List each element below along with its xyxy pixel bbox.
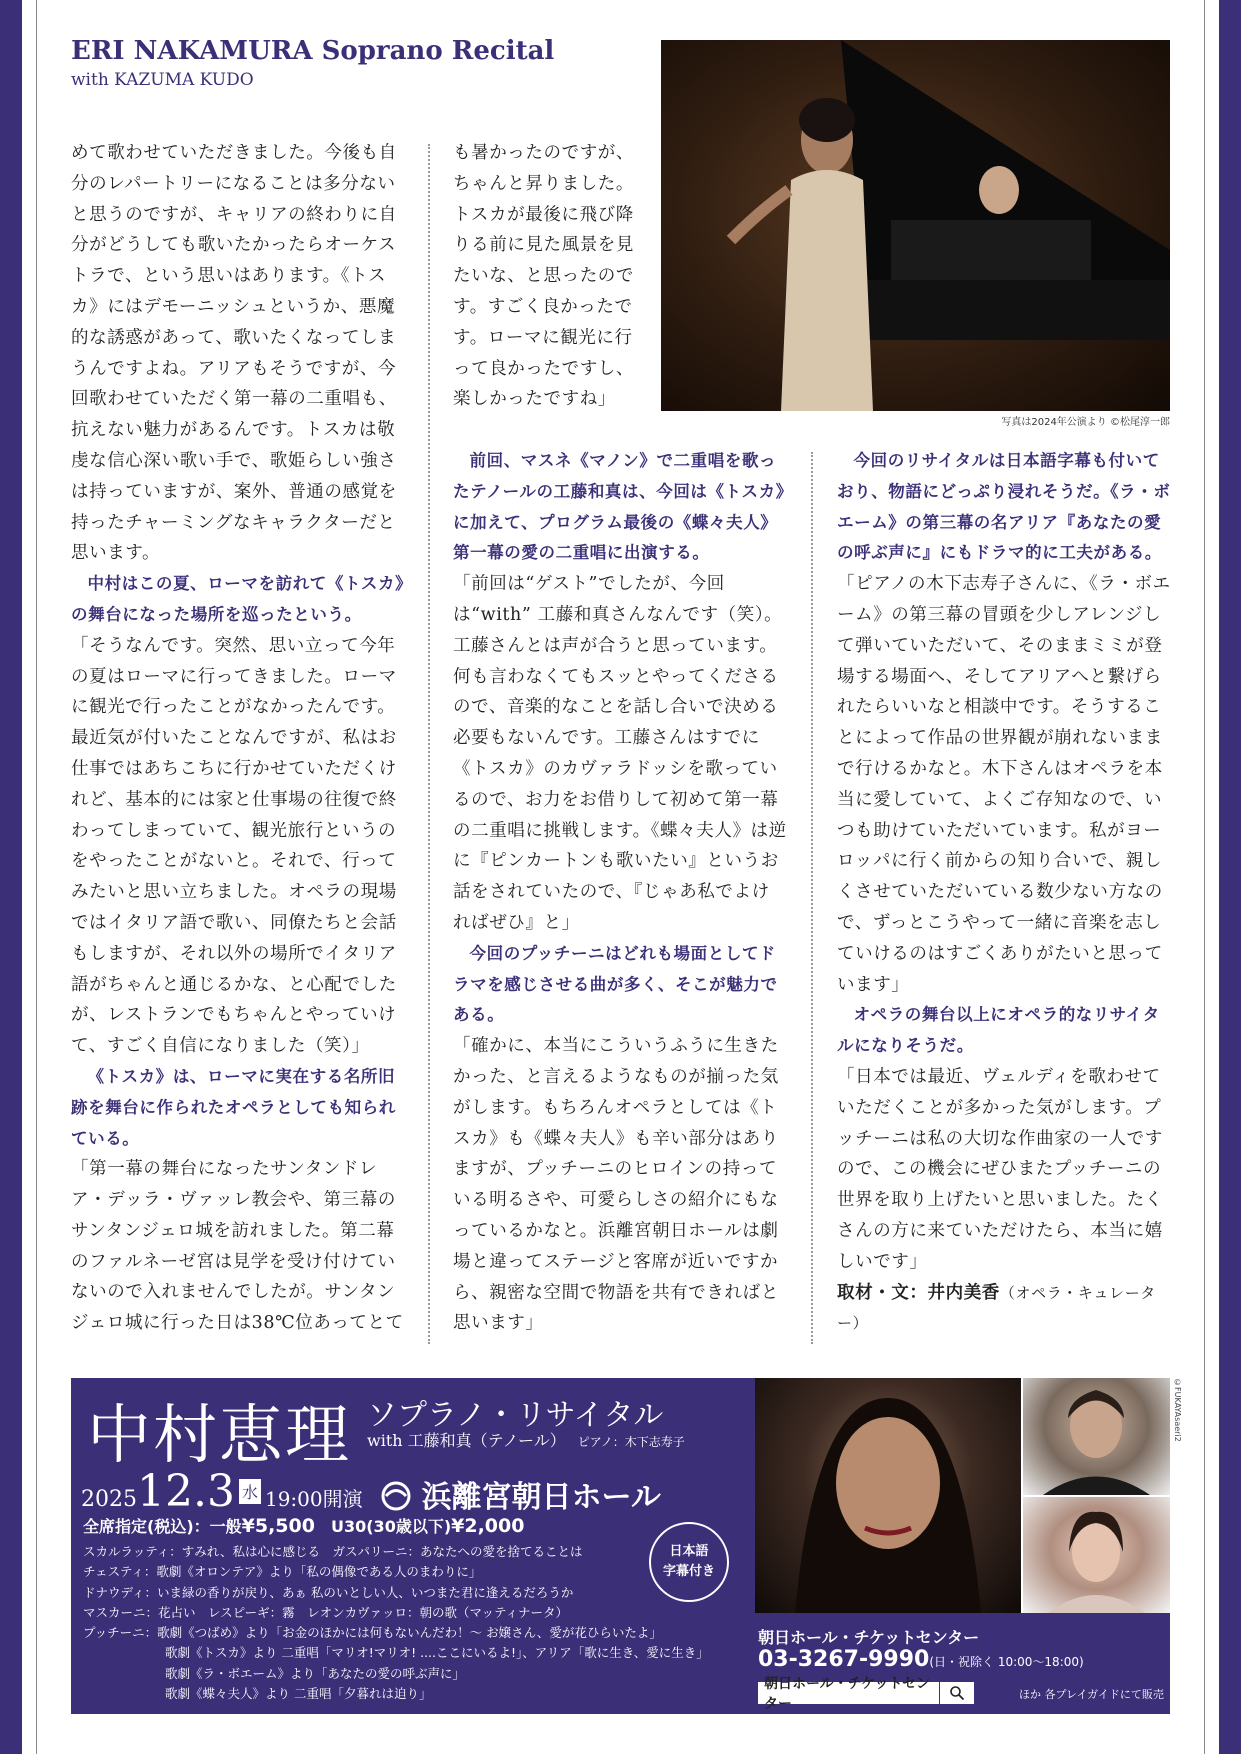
column-divider-1: [428, 144, 430, 1344]
price-u30: ¥2,000: [451, 1515, 525, 1537]
badge-line-2: 字幕付き: [662, 1564, 715, 1579]
article-column-2-top: [453, 138, 643, 415]
guest-performer: [367, 1428, 685, 1451]
left-border-bar: [0, 0, 22, 1754]
ticket-center: [755, 1613, 1170, 1714]
program-item: プッチーニ：歌劇《つばめ》より「お金のほかには何もないんだわ！〜 お嬢さん、愛が花ひらいたよ」: [83, 1625, 662, 1641]
ticket-center-title: 朝日ホール・チケットセンター: [758, 1628, 980, 1647]
credit-label: 取材・文：井内美香: [837, 1282, 1000, 1303]
portrait-copyright: ©FUKAYAsaeri2: [1173, 1378, 1182, 1442]
program-item: チェスティ：歌劇《オロンテア》より「私の偶像である人のまわりに」: [83, 1564, 482, 1580]
col1-answer-2: 「第一幕の舞台になったサンタンドレア・デッラ・ヴァッレ教会や、第三幕のサンタンジェロ城を訪れました。第二幕のファルネーゼ宮は見学を受け付けていないので入れませんでしたが。サンタンジェロ城に行った日は38℃位あってとて: [71, 1159, 404, 1334]
concert-date: [81, 1466, 363, 1517]
program-item: ドナウディ：いま緑の香りが戻り、あぁ 私のいとしい人、いつまた君に逢えるだろうか: [83, 1584, 574, 1600]
concert-photo: [661, 40, 1170, 411]
concert-year: 2025: [81, 1487, 137, 1512]
col1-answer-1: 「そうなんです。突然、思い立って今年の夏はローマに行ってきました。ローマに観光で行ったことがなかったんです。最近気が付いたことなんですが、私はお仕事ではあちこちに行かせていただくけれど、基本的には家と仕事場の往復で終わってしまっていて、観光旅行というのをやったことがないと。それで、行ってみたいと思い立ちました。オペラの現場ではイタリア語で歌い、同僚たちと会話もしますが、それ以外の場所でイタリア語がちゃんと通じるかな、と心配でしたが、レストランでもちゃんとやっていけて、すごく自信になりました（笑）」: [71, 635, 397, 1057]
credit-role: （オペラ・キュレーター）: [837, 1283, 1156, 1333]
article-credit: [837, 1278, 1171, 1340]
program-item: スカルラッティ：すみれ、私は心に感じる ガスパリーニ：あなたへの愛を捨てることは: [83, 1544, 583, 1559]
badge-line-1: 日本語: [669, 1544, 709, 1559]
col1-paragraph-1: めて歌わせていただきました。今後も自分のレパートリーになることは多分ないと思うのですが、キャリアの終わりに自分がどうしても歌いたかったらオーケストラで、という思いはあります。《トスカ》にはデモーニッシュというか、悪魔的な誘惑があって、歌いたくなってしまうんですよね。アリアもそうですが、今回歌わせていただく第一幕の二重唱も、抗えない魅力があるんです。トスカは敬虔な信心深い歌い手で、歌姫らしい強さは持っていますが、案外、普通の感覚を持ったチャーミングなキャラクターだと思います。: [71, 143, 397, 564]
venue-logo-icon: [381, 1481, 411, 1511]
col1-question-2: 《トスカ》は、ローマに実在する名所旧跡を舞台に作られたオペラとしても知られている。: [71, 1066, 396, 1148]
program-item: 歌劇《ラ・ボエーム》より「あなたの愛の呼ぶ声に」: [165, 1665, 466, 1681]
recital-subtitle: ソプラノ・リサイタル: [367, 1398, 664, 1433]
guest-tenor: with 工藤和真（テノール）: [367, 1431, 566, 1450]
pianist-portrait-illustration: [1023, 1497, 1170, 1613]
col3-question-2: オペラの舞台以上にオペラ的なリサイタルになりそうだ。: [837, 1005, 1160, 1056]
col2-paragraph-top: も暑かったのですが、ちゃんと昇りました。トスカが最後に飛び降りる前に見た風景を見たいな、と思ったのです。すごく良かったです。ローマに観光に行って良かったですし、楽しかったですね」: [453, 143, 634, 410]
right-border-line: [1204, 0, 1205, 1754]
tenor-portrait: [1023, 1378, 1170, 1495]
program-item: 歌劇《トスカ》より 二重唱「マリオ!マリオ! ....ここにいるよ!」、アリア「歌に生き、愛に生き」: [165, 1645, 709, 1661]
program-item: マスカーニ：花占い レスピーギ：霧 レオンカヴァッロ：朝の歌（マッティナータ）: [83, 1604, 569, 1620]
price-general: ¥5,500: [241, 1515, 315, 1537]
concert-weekday: 水: [239, 1479, 261, 1504]
ticket-search-label: 朝日ホール・チケットセンター: [764, 1676, 931, 1712]
search-icon[interactable]: [939, 1682, 974, 1704]
ticket-other-outlets: ほか 各プレイガイドにて販売: [1019, 1688, 1164, 1701]
col2-answer-2: 「確かに、本当にこういうふうに生きたかった、と言えるようなものが揃った気がします。もちろんオペラとしては《トスカ》も《蝶々夫人》も辛い部分はありますが、プッチーニのヒロインの持っている明るさや、可愛らしさの紹介にもなっているかなと。浜離宮朝日ホールは劇場と違ってステージと客席が近いですから、親密な空間で物語を共有できればと思います」: [453, 1036, 779, 1334]
column-divider-2: [811, 452, 813, 1344]
left-border-line: [36, 0, 37, 1754]
col2-question-2: 今回のプッチーニはどれも場面としてドラマを感じさせる曲が多く、そこが魅力である。: [453, 943, 778, 1025]
venue-name: 浜離宮朝日ホール: [421, 1480, 661, 1515]
article-column-3: [837, 446, 1171, 1339]
col3-question-1: 今回のリサイタルは日本語字幕も付いており、物語にどっぷり浸れそうだ。《ラ・ボエーム》の第三幕の名アリア『あなたの愛の呼ぶ声に』にもドラマ的に工夫がある。: [837, 451, 1171, 563]
ticket-search-box[interactable]: [758, 1676, 974, 1712]
col2-question-1: 前回、マスネ《マノン》で二重唱を歌ったテノールの工藤和真は、今回は《トスカ》に加えて、プログラム最後の《蝶々夫人》第一幕の愛の二重唱に出演する。: [453, 451, 785, 563]
pianist-portrait: [1023, 1497, 1170, 1613]
header-subtitle: with KAZUMA KUDO: [71, 70, 254, 90]
ticket-hours: (日・祝除く 10:00〜18:00): [929, 1655, 1084, 1669]
ticket-phone-number: 03-3267-9990: [758, 1647, 930, 1672]
ticket-price: [83, 1514, 524, 1537]
photo-credit: 写真は2024年公演より ©松尾淳一郎: [1001, 417, 1170, 428]
performer-name: 中村恵理: [87, 1399, 351, 1473]
program-item: 歌劇《蝶々夫人》より 二重唱「夕暮れは迫り」: [165, 1686, 432, 1702]
program-list: [83, 1542, 743, 1704]
soprano-portrait: [755, 1378, 1021, 1613]
concert-time: 19:00開演: [264, 1487, 363, 1511]
price-label: 全席指定(税込)：一般: [83, 1517, 242, 1536]
soprano-portrait-illustration: [755, 1378, 1021, 1613]
concert-month-day: 12.3: [137, 1466, 235, 1517]
tenor-portrait-illustration: [1023, 1378, 1170, 1495]
right-border-bar: [1219, 0, 1241, 1754]
concert-info-banner: [71, 1378, 755, 1714]
pianist: ピアノ：木下志寿子: [577, 1435, 685, 1449]
price-u30-label: U30(30歳以下): [330, 1517, 452, 1536]
header-title: ERI NAKAMURA Soprano Recital: [71, 36, 555, 66]
col2-answer-1: 「前回は“ゲスト”でしたが、今回は“with” 工藤和真さんなんです（笑）。工藤さんとは声が合うと思っています。何も言わなくてもスッとやってくださるので、音楽的なことを話し合いで決める必要もないんです。工藤さんはすでに《トスカ》のカヴァラドッシを歌っているので、お力をお借りして初めて第一幕の二重唱に挑戦します。《蝶々夫人》は逆に『ピンカートンも歌いたい』というお話をされていたので、『じゃあ私でよければぜひ』と」: [453, 574, 787, 933]
col3-answer-1: 「ピアノの木下志寿子さんに、《ラ・ボエーム》の第三幕の冒頭を少しアレンジして弾いていただいて、そのままミミが登場する場面へ、そしてアリアへと繋げられたらいいなと相談中です。そうすることによって作品の世界観が崩れないままで行けるかなと。木下さんはオペラを本当に愛していて、よくご存知なので、いつも助けていただいています。私がヨーロッパに行く前からの知り合いで、親しくさせていただいている数少ない方なので、ずっとこうやって一緒に音楽を志していけるのはすごくありがたいと思っています」: [837, 574, 1171, 995]
venue: [381, 1472, 661, 1516]
article-column-1: [71, 138, 405, 1339]
concert-photo-illustration: [661, 40, 1170, 411]
article-column-2: [453, 446, 787, 1339]
ticket-phone: [758, 1647, 1084, 1672]
col3-answer-2: 「日本では最近、ヴェルディを歌わせていただくことが多かった気がします。プッチーニは私の大切な作曲家の一人ですので、この機会にぜひまたプッチーニの世界を取り上げたいと思いました。たくさんの方に来ていただけたら、本当に嬉しいです」: [837, 1066, 1163, 1272]
col1-question-1: 中村はこの夏、ローマを訪れて《トスカ》の舞台になった場所を巡ったという。: [71, 574, 404, 624]
